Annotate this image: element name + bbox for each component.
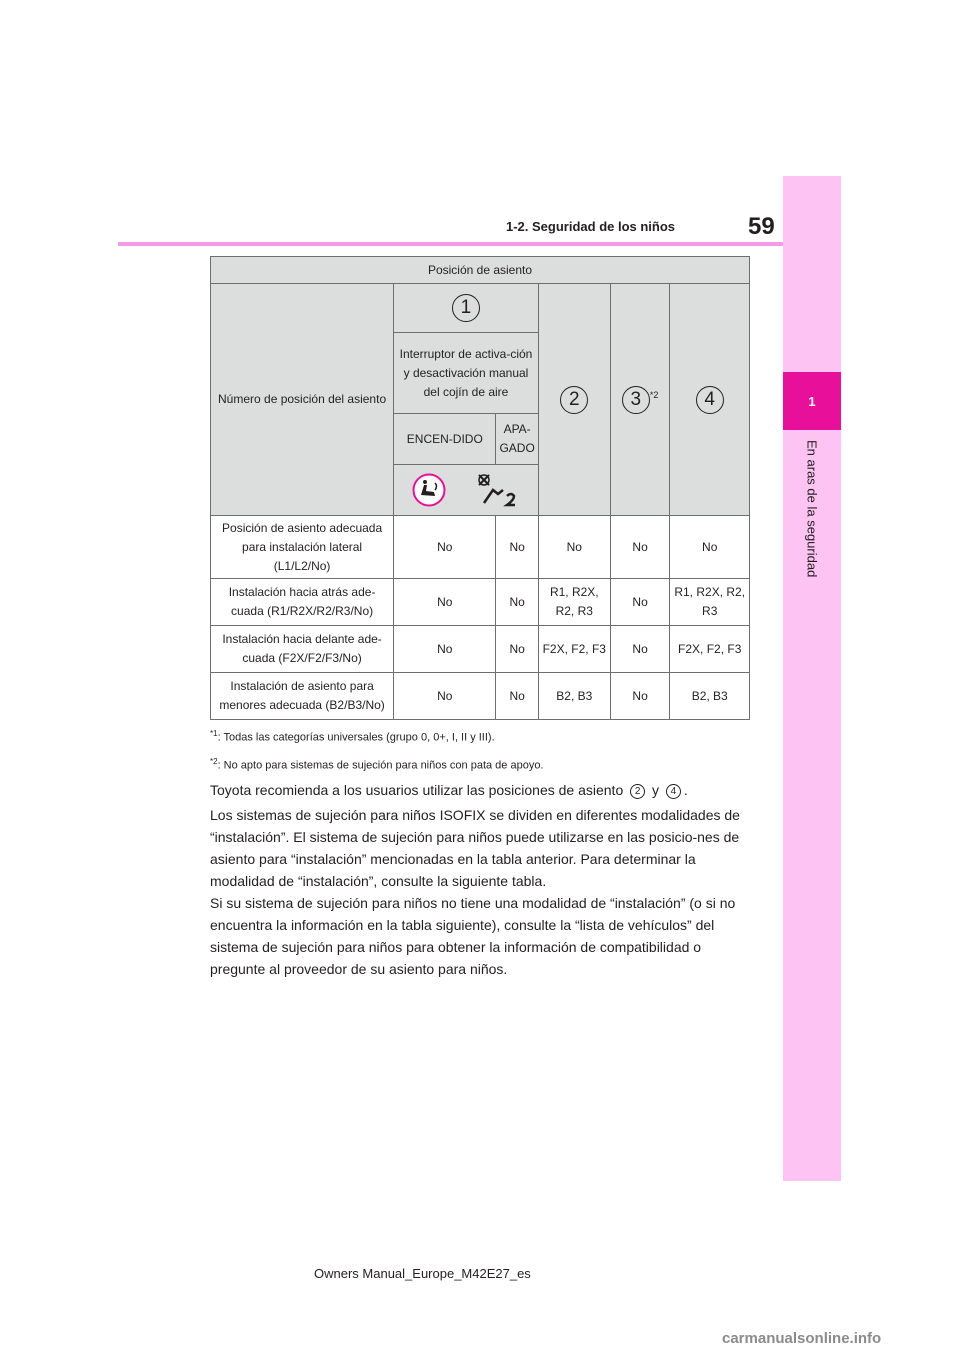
seat-4-inline-badge: 4 bbox=[666, 784, 681, 799]
table-cell: R1, R2X, R2, R3 bbox=[538, 579, 610, 626]
seat-2-inline-badge: 2 bbox=[630, 784, 645, 799]
isofix-paragraph-2: Si su sistema de sujeción para niños no tiene una modalidad de “instalación” (o si no encuentra la información en la tabla siguiente), consulte la “lista de vehículos” del sistema de sujeción para niños para obtener la información de compatibilidad o pregunte al proveedor de su asiento para niños. bbox=[210, 895, 736, 977]
table-row-label: Posición de asiento adecuada para instalación lateral (L1/L2/No) bbox=[211, 516, 394, 579]
airbag-icons-cell bbox=[394, 465, 539, 516]
table-cell: No bbox=[394, 579, 496, 626]
table-cell: B2, B3 bbox=[538, 673, 610, 720]
page-number: 59 bbox=[748, 213, 775, 240]
isofix-paragraph-1: Los sistemas de sujeción para niños ISOFIX se dividen en diferentes modalidades de “instalación”. El sistema de sujeción para niños puede utilizarse en las posicio-nes de asiento para “instalación” mencionadas en la tabla anterior. Para determinar la modalidad de “instalación”, consulte la siguiente tabla. bbox=[210, 807, 740, 889]
seat-3-badge: 3 bbox=[622, 386, 650, 414]
recommendation-paragraph: Toyota recomienda a los usuarios utilizar las posiciones de asiento 2 y 4 . bbox=[210, 782, 688, 798]
seat-2-header bbox=[538, 284, 610, 516]
footer-manual-id: Owners Manual_Europe_M42E27_es bbox=[314, 1266, 531, 1281]
table-cell: No bbox=[610, 673, 670, 720]
section-title: 1-2. Seguridad de los niños bbox=[506, 219, 676, 234]
table-cell: No bbox=[496, 673, 538, 720]
passenger-airbag-off-icon bbox=[476, 473, 520, 507]
table-cell: No bbox=[610, 516, 670, 579]
table-cell: No bbox=[394, 626, 496, 673]
seat-1-badge: 1 bbox=[452, 294, 480, 322]
table-row-label: Instalación hacia atrás ade-cuada (R1/R2X/R2/R3/No) bbox=[211, 579, 394, 626]
table-cell: No bbox=[394, 516, 496, 579]
passenger-airbag-on-icon bbox=[412, 473, 446, 507]
seat-4-header bbox=[670, 284, 750, 516]
watermark: carmanualsonline.info bbox=[722, 1330, 882, 1347]
footnote-2: $^{*2}$: No apto para sistemas de sujeción para niños con pata de apoyo. bbox=[210, 756, 544, 772]
switch-off-label: APA-GADO bbox=[496, 414, 538, 465]
seat-3-note-mark: *2 bbox=[649, 389, 659, 400]
row-header-label: Número de posición del asiento bbox=[211, 284, 394, 516]
table-cell: F2X, F2, F3 bbox=[670, 626, 750, 673]
table-cell: F2X, F2, F3 bbox=[538, 626, 610, 673]
airbag-switch-label: Interruptor de activa-ción y desactivación manual del cojín de aire bbox=[394, 333, 539, 414]
isofix-paragraph bbox=[210, 804, 750, 980]
table-cell: No bbox=[670, 516, 750, 579]
side-tab-strip bbox=[783, 176, 841, 1181]
chapter-number-tab: 1 bbox=[783, 372, 841, 430]
table-cell: No bbox=[610, 579, 670, 626]
table-cell: R1, R2X, R2, R3 bbox=[670, 579, 750, 626]
seat-2-badge: 2 bbox=[560, 386, 588, 414]
table-cell: No bbox=[496, 626, 538, 673]
header-rule bbox=[118, 242, 783, 246]
footnotes bbox=[210, 722, 544, 777]
table-cell: No bbox=[496, 579, 538, 626]
chapter-title: En aras de la seguridad bbox=[804, 440, 820, 578]
table-cell: No bbox=[394, 673, 496, 720]
seat-position-table bbox=[210, 256, 750, 720]
table-cell: No bbox=[610, 626, 670, 673]
seat-4-badge: 4 bbox=[696, 386, 724, 414]
table-row-label: Instalación de asiento para menores adecuada (B2/B3/No) bbox=[211, 673, 394, 720]
footnote-1: $^{*1}$: Todas las categorías universales (grupo 0, 0+, I, II y III). bbox=[210, 729, 495, 744]
seat-3-header bbox=[610, 284, 670, 516]
table-cell: No bbox=[496, 516, 538, 579]
switch-on-label: ENCEN-DIDO bbox=[394, 414, 496, 465]
seat-1-header bbox=[394, 284, 539, 333]
table-group-header: Posición de asiento bbox=[211, 257, 750, 284]
table-row-label: Instalación hacia delante ade-cuada (F2X/F2/F3/No) bbox=[211, 626, 394, 673]
table-cell: No bbox=[538, 516, 610, 579]
table-cell: B2, B3 bbox=[670, 673, 750, 720]
